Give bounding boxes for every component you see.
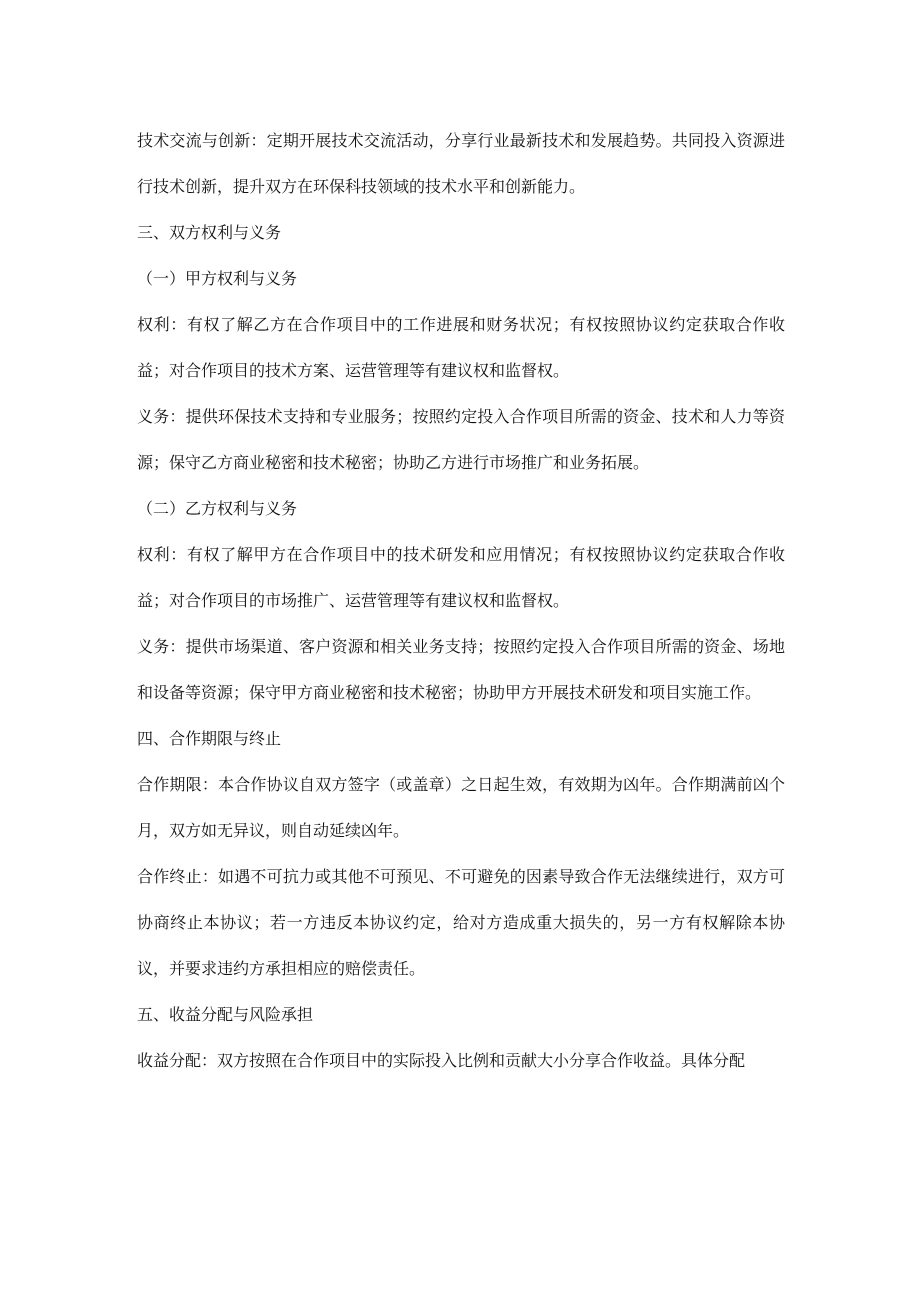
- subheading-party-b: （二）乙方权利与义务: [137, 499, 298, 518]
- para-profit-distribution: 收益分配：双方按照在合作项目中的实际投入比例和贡献大小分享合作收益。具体分配: [137, 1051, 746, 1070]
- para-party-b-obligations: 义务：提供市场渠道、客户资源和相关业务支持；按照约定投入合作项目所需的资金、场地和设备等资源；保守甲方商业秘密和技术秘密；协助甲方开展技术研发和项目实施工作。: [137, 637, 785, 702]
- para-tech-exchange: 技术交流与创新：定期开展技术交流活动，分享行业最新技术和发展趋势。共同投入资源进行技术创新，提升双方在环保科技领域的技术水平和创新能力。: [137, 131, 785, 196]
- para-party-a-rights: 权利：有权了解乙方在合作项目中的工作进展和财务状况；有权按照协议约定获取合作收益；对合作项目的技术方案、运营管理等有建议权和监督权。: [137, 315, 785, 380]
- para-cooperation-term: 合作期限：本合作协议自双方签字（或盖章）之日起生效，有效期为凶年。合作期满前凶个月，双方如无异议，则自动延续凶年。: [137, 775, 785, 840]
- para-party-a-obligations: 义务：提供环保技术支持和专业服务；按照约定投入合作项目所需的资金、技术和人力等资源；保守乙方商业秘密和技术秘密；协助乙方进行市场推广和业务拓展。: [137, 407, 785, 472]
- para-cooperation-termination: 合作终止：如遇不可抗力或其他不可预见、不可避免的因素导致合作无法继续进行，双方可协商终止本协议；若一方违反本协议约定，给对方造成重大损失的，另一方有权解除本协议，并要求违约方承担相应的赔偿责任。: [137, 867, 785, 978]
- subheading-party-a: （一）甲方权利与义务: [137, 269, 298, 288]
- heading-term-termination: 四、合作期限与终止: [137, 729, 282, 748]
- heading-profit-risk: 五、收益分配与风险承担: [137, 1005, 314, 1024]
- document-body: [137, 118, 785, 1084]
- heading-rights-obligations: 三、双方权利与义务: [137, 223, 282, 242]
- para-party-b-rights: 权利：有权了解甲方在合作项目中的技术研发和应用情况；有权按照协议约定获取合作收益；对合作项目的市场推广、运营管理等有建议权和监督权。: [137, 545, 785, 610]
